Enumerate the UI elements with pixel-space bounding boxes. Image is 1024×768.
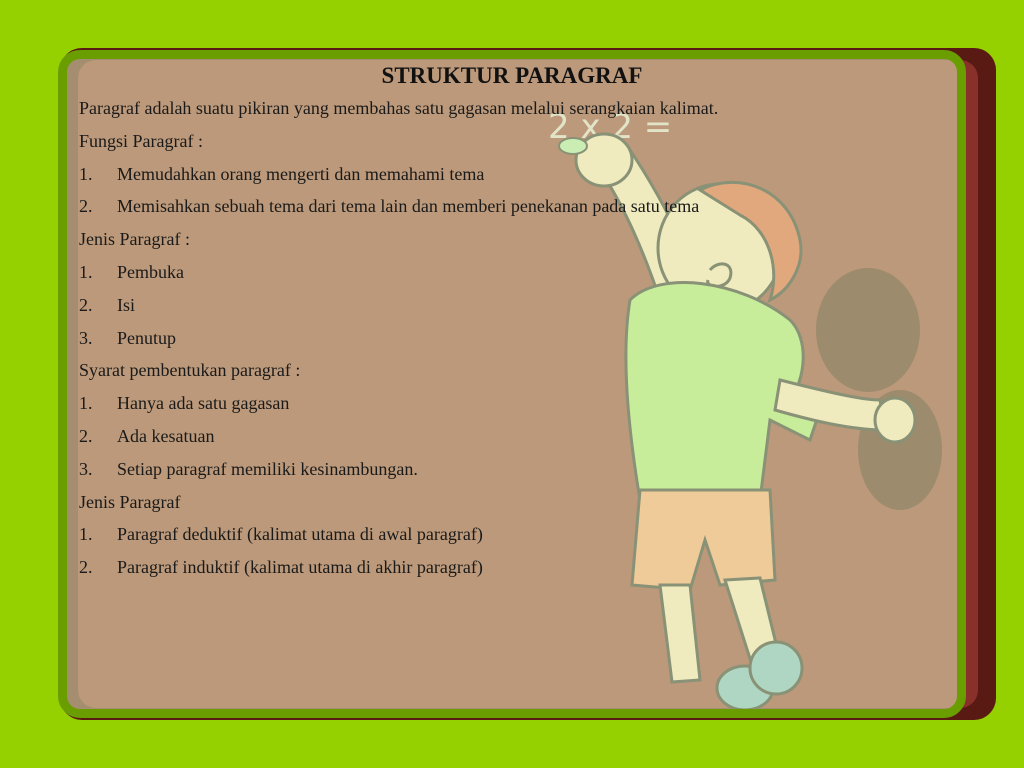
list-item: [79, 551, 939, 584]
line-text: Jenis Paragraf :: [79, 229, 190, 250]
line-text: Memudahkan orang mengerti dan memahami tema: [117, 163, 485, 184]
list-item: [79, 518, 939, 551]
list-number: 2.: [79, 425, 93, 446]
list-number: 2.: [79, 196, 93, 217]
slide-content: [79, 92, 939, 584]
list-item: [79, 322, 939, 355]
list-item: [79, 289, 939, 322]
line-text: Isi: [117, 294, 135, 315]
list-number: 2.: [79, 294, 93, 315]
line-text: Ada kesatuan: [117, 425, 215, 446]
line-text: Paragraf deduktif (kalimat utama di awal paragraf): [117, 524, 483, 545]
line-text: Hanya ada satu gagasan: [117, 393, 290, 414]
list-number: 1.: [79, 261, 93, 282]
list-item: [79, 190, 939, 223]
list-item: [79, 420, 939, 453]
text-line: [79, 125, 939, 158]
list-number: 3.: [79, 327, 93, 348]
line-text: Memisahkan sebuah tema dari tema lain dan memberi penekanan pada satu tema: [117, 196, 700, 217]
list-item: [79, 256, 939, 289]
list-item: [79, 453, 939, 486]
line-text: Paragraf adalah suatu pikiran yang membahas satu gagasan melalui serangkaian kalimat.: [79, 98, 719, 118]
line-text: Paragraf induktif (kalimat utama di akhir paragraf): [117, 557, 483, 578]
list-item: [79, 158, 939, 191]
line-text: Jenis Paragraf: [79, 491, 181, 512]
line-text: Penutup: [117, 327, 177, 348]
list-number: 3.: [79, 458, 93, 479]
line-text: Setiap paragraf memiliki kesinambungan.: [117, 458, 418, 479]
list-item: [79, 387, 939, 420]
line-text: Fungsi Paragraf :: [79, 130, 203, 151]
slide-title: STRUKTUR PARAGRAF: [381, 63, 643, 88]
text-line: [79, 354, 939, 387]
text-line: [79, 486, 939, 519]
text-line: [79, 223, 939, 256]
list-number: 1.: [79, 524, 93, 545]
text-line: [79, 92, 939, 125]
list-number: 1.: [79, 163, 93, 184]
list-number: 2.: [79, 557, 93, 578]
line-text: Pembuka: [117, 261, 184, 282]
line-text: Syarat pembentukan paragraf :: [79, 360, 301, 381]
list-number: 1.: [79, 393, 93, 414]
